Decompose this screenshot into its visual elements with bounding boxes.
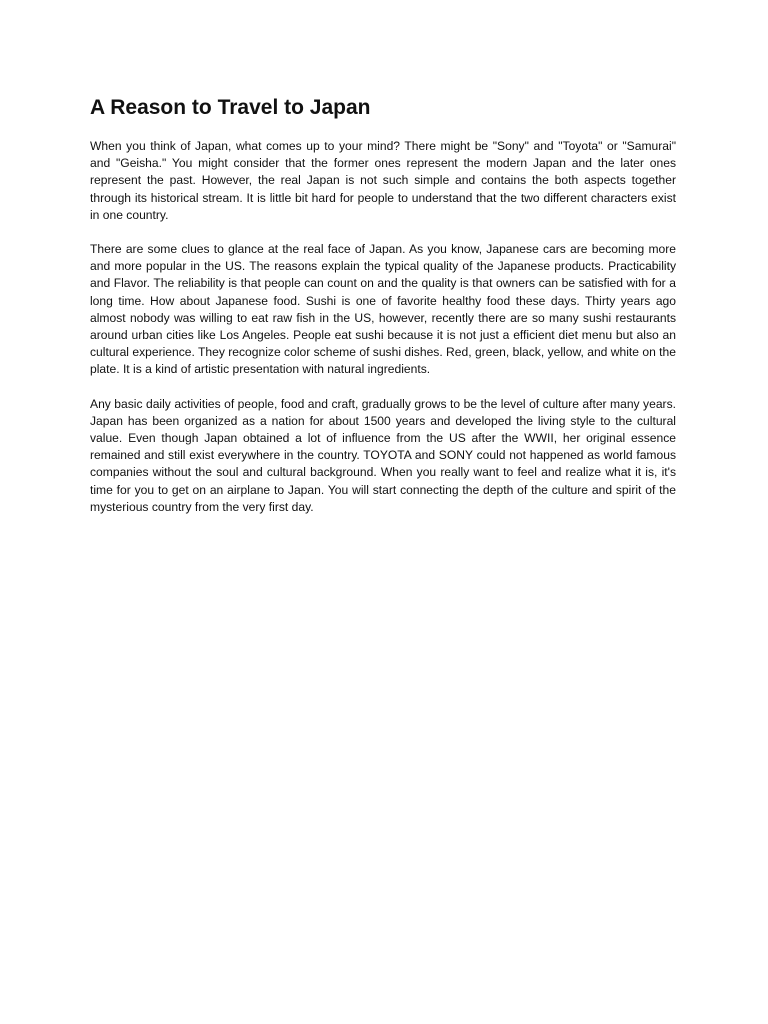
paragraph-1: When you think of Japan, what comes up to your mind? There might be "Sony" and "Toyota" or "Samurai" and "Geisha." You might consider that the former ones represent the modern Japan and the later ones represent the past. However, the real Japan is not such simple and contains the both aspects together through its historical stream. It is little bit hard for people to understand that the two different characters exist in one country. xyxy=(90,139,676,222)
paragraph-3: Any basic daily activities of people, food and craft, gradually grows to be the level of culture after many years. Japan has been organized as a nation for about 1500 years and developed the living style to the cultural value. Even though Japan obtained a lot of influence from the US after the WWII, her original essence remained and still exist everywhere in the country. TOYOTA and SONY could not happened as world famous companies without the soul and cultural background. When you really want to feel and realize what it is, it's time for you to get on an airplane to Japan. You will start connecting the depth of the culture and spirit of the mysterious country from the very first day. xyxy=(90,396,676,514)
document-body xyxy=(90,94,676,533)
paragraph-2: There are some clues to glance at the real face of Japan. As you know, Japanese cars are becoming more and more popular in the US. The reasons explain the typical quality of the Japanese products. Practicability and Flavor. The reliability is that people can count on and the quality is that owners can be satisfied with for a long time. How about Japanese food. Sushi is one of favorite healthy food these days. Thirty years ago almost nobody was willing to eat raw fish in the US, however, recently there are so many sushi restaurants around urban cities like Los Angeles. People eat sushi because it is not just a efficient diet menu but also an cultural experience. They recognize color scheme of sushi dishes. Red, green, black, yellow, and white on the plate. It is a kind of artistic presentation with natural ingredients. xyxy=(90,242,676,377)
document-title: A Reason to Travel to Japan xyxy=(90,96,371,119)
